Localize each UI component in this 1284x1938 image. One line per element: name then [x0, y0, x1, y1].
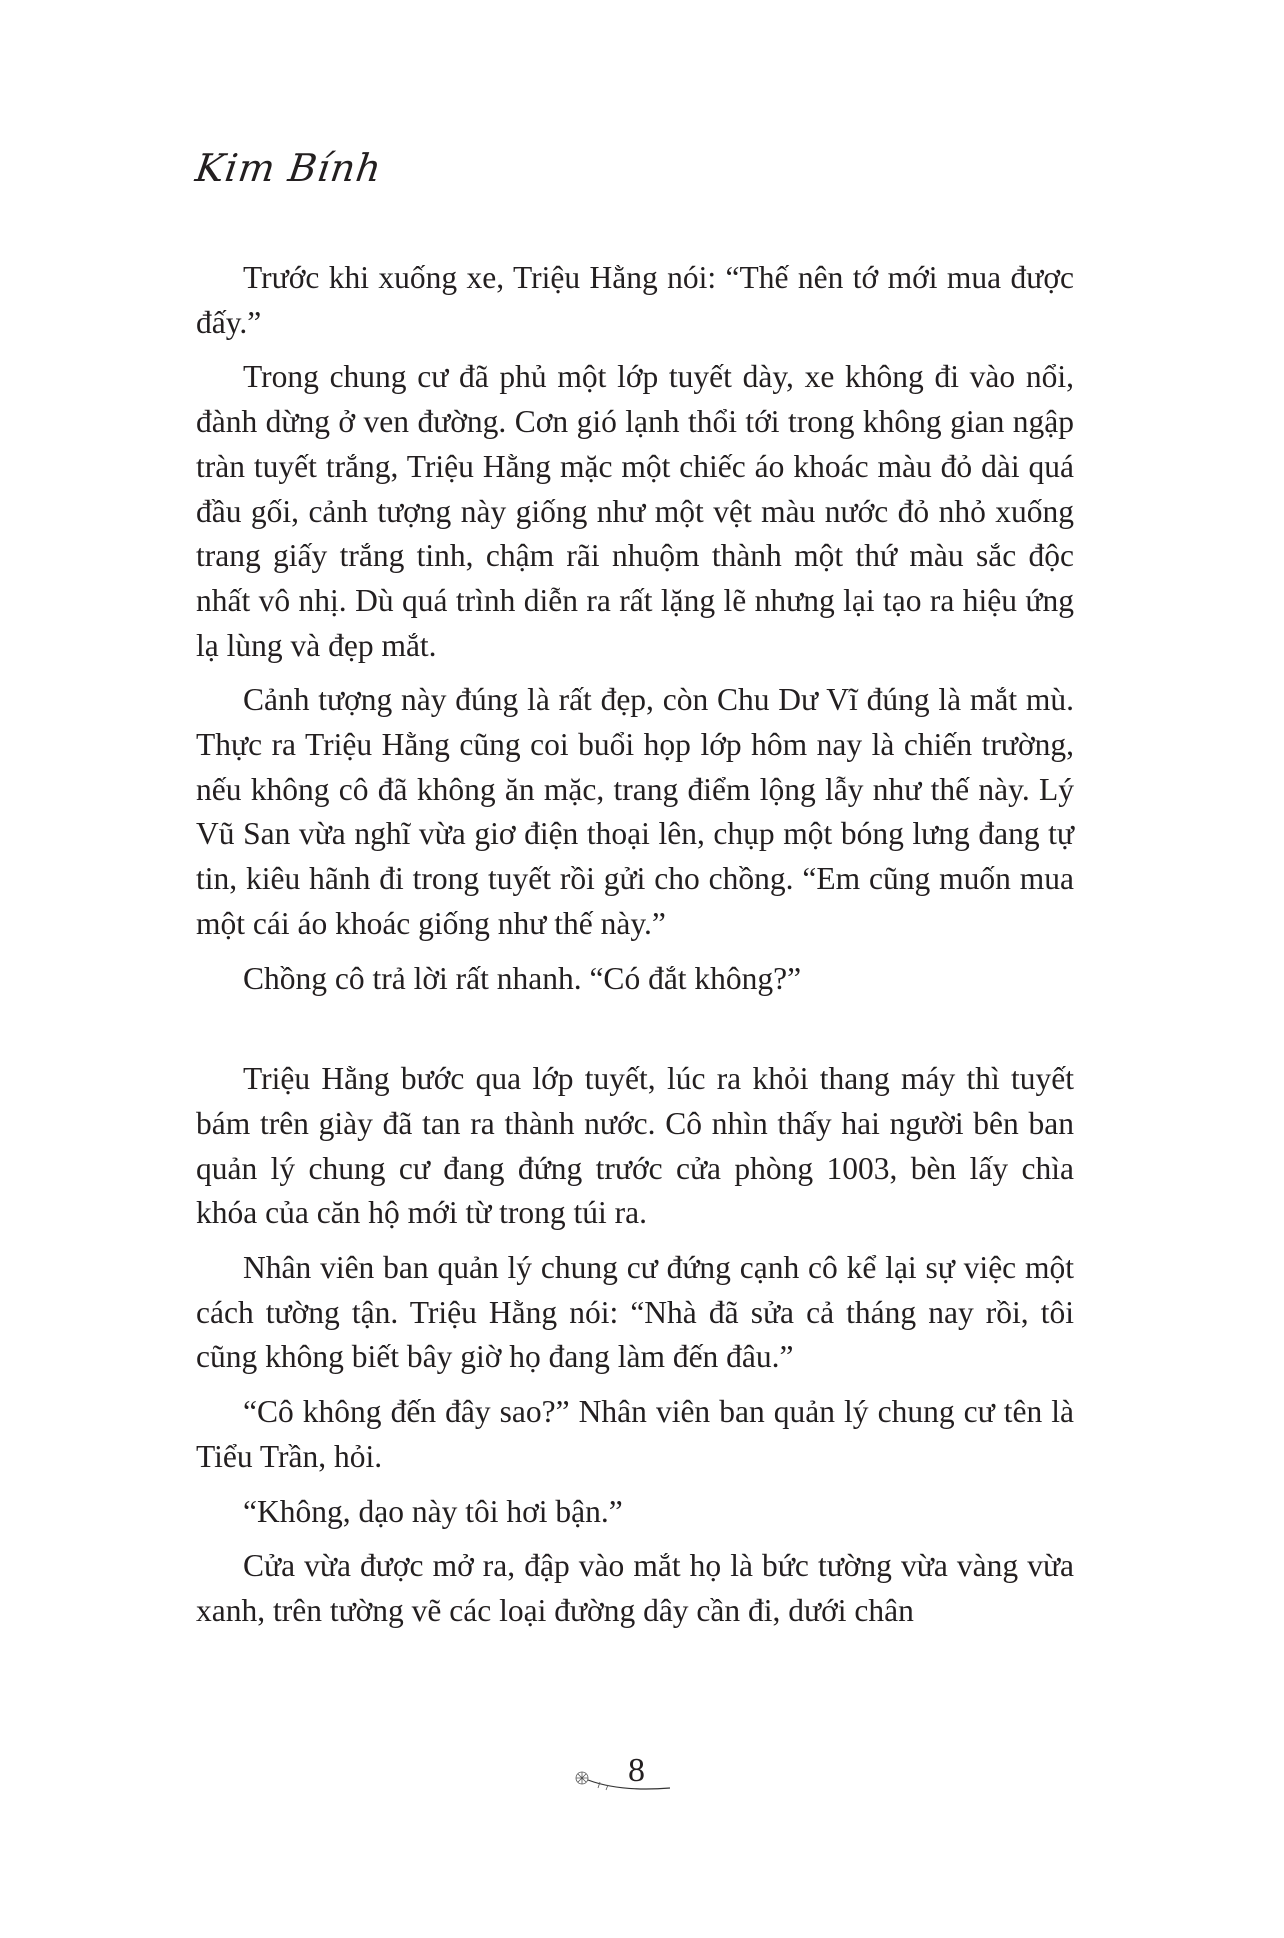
- paragraph: “Không, dạo này tôi hơi bận.”: [243, 1493, 623, 1529]
- paragraph: Trước khi xuống xe, Triệu Hằng nói: “Thế nên tớ mới mua được đấy.”: [196, 260, 1074, 340]
- paragraph: Nhân viên ban quản lý chung cư đứng cạnh cô kể lại sự việc một cách tường tận. Triệu Hằng nói: “Nhà đã sửa cả tháng nay rồi, tôi cũng không biết bây giờ họ đang làm đến đâu.”: [196, 1250, 1074, 1375]
- paragraph: “Cô không đến đây sao?” Nhân viên ban quản lý chung cư tên là Tiểu Trần, hỏi.: [196, 1394, 1074, 1474]
- page-number: 8: [628, 1752, 645, 1789]
- paragraph: Trong chung cư đã phủ một lớp tuyết dày, xe không đi vào nổi, đành dừng ở ven đường. Cơn gió lạnh thổi tới trong không gian ngập tràn tuyết trắng, Triệu Hằng mặc một chiếc áo khoác màu đỏ dài quá đầu gối, cảnh tượng này giống như một vệt màu nước đỏ nhỏ xuống trang giấy trắng tinh, chậm rãi nhuộm thành một thứ màu sắc độc nhất vô nhị. Dù quá trình diễn ra rất lặng lẽ nhưng lại tạo ra hiệu ứng lạ lùng và đẹp mắt.: [196, 359, 1074, 663]
- paragraph: Triệu Hằng bước qua lớp tuyết, lúc ra khỏi thang máy thì tuyết bám trên giày đã tan ra thành nước. Cô nhìn thấy hai người bên ban quản lý chung cư đang đứng trước cửa phòng 1003, bèn lấy chìa khóa của căn hộ mới từ trong túi ra.: [196, 1061, 1074, 1231]
- paragraph: Cửa vừa được mở ra, đập vào mắt họ là bức tường vừa vàng vừa xanh, trên tường vẽ các loại đường dây cần đi, dưới chân: [196, 1548, 1074, 1628]
- running-header-author: Kim Bính: [192, 146, 385, 190]
- flower-ornament-icon: [570, 1748, 680, 1798]
- paragraph: Cảnh tượng này đúng là rất đẹp, còn Chu Dư Vĩ đúng là mắt mù. Thực ra Triệu Hằng cũng coi buổi họp lớp hôm nay là chiến trường, nếu không cô đã không ăn mặc, trang điểm lộng lẫy như thế này. Lý Vũ San vừa nghĩ vừa giơ điện thoại lên, chụp một bóng lưng đang tự tin, kiêu hãnh đi trong tuyết rồi gửi cho chồng. “Em cũng muốn mua một cái áo khoác giống như thế này.”: [196, 682, 1074, 941]
- body-text: [196, 256, 1074, 1644]
- paragraph: Chồng cô trả lời rất nhanh. “Có đắt không?”: [243, 960, 802, 996]
